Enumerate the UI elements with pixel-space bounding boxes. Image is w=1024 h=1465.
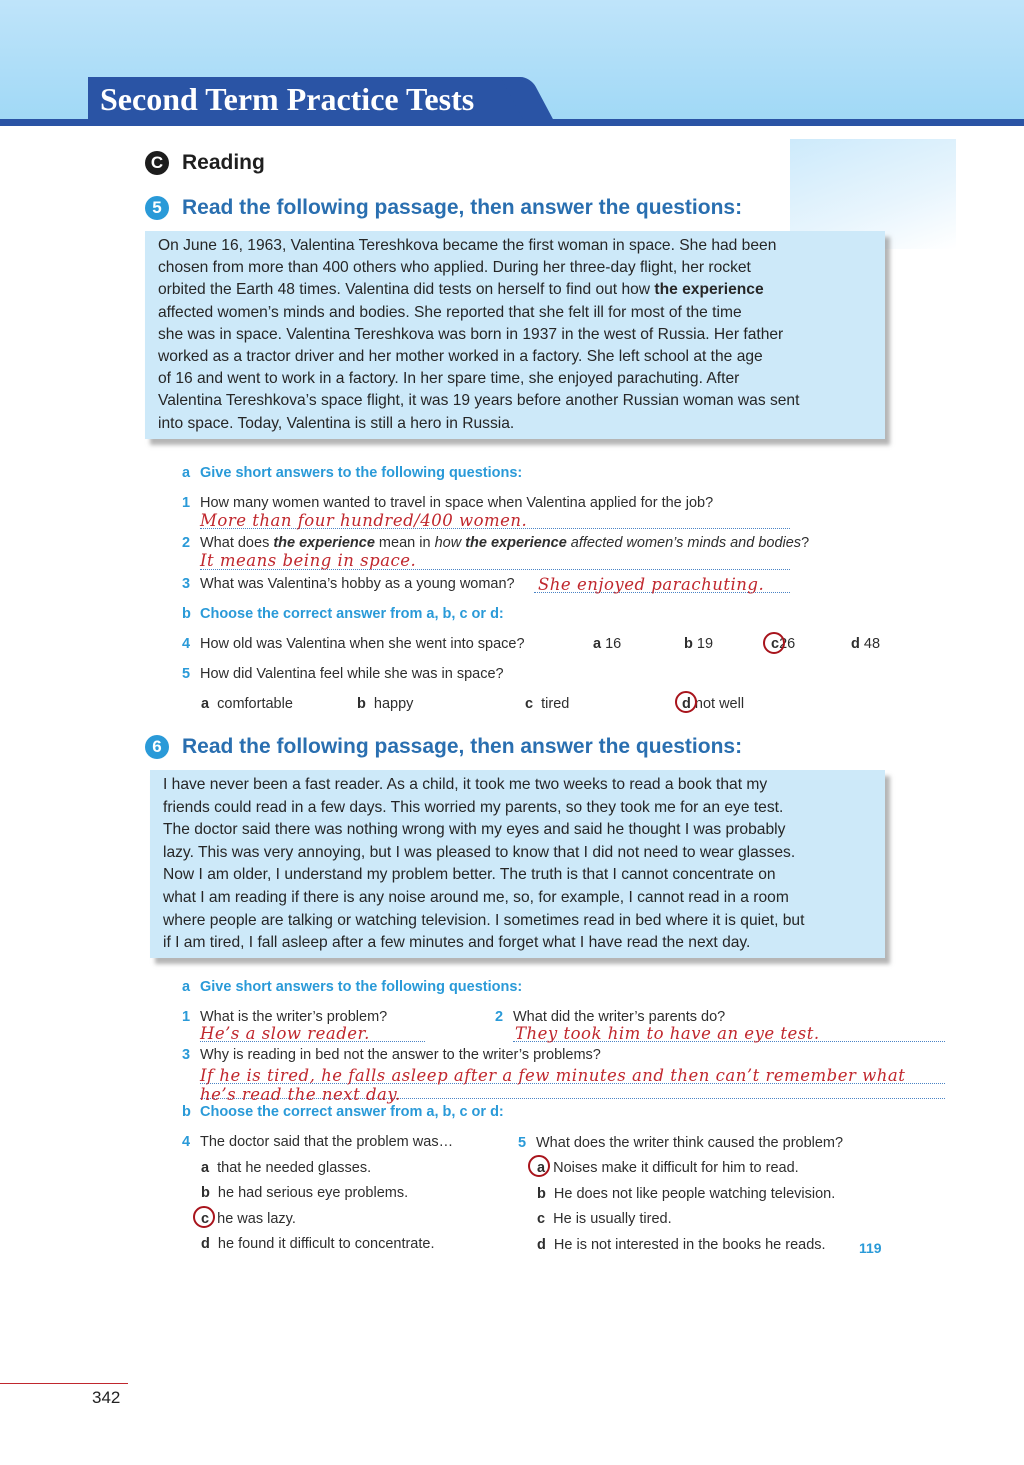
question-text: What did the writer’s parents do? — [513, 1009, 726, 1025]
task-6-badge: 6 — [145, 735, 169, 759]
passage-line: of 16 and went to work in a factory. In her spare time, she enjoyed parachuting. After — [158, 370, 740, 388]
section-badge: C — [145, 151, 169, 175]
circled-answer-mark — [763, 632, 785, 654]
question-number: 3 — [182, 576, 191, 592]
passage-line — [158, 279, 875, 301]
question-text: How old was Valentina when she went into space? — [200, 636, 525, 652]
option-text: comfortable — [217, 696, 293, 712]
part-b-heading — [182, 606, 504, 622]
option-text: not well — [694, 696, 745, 712]
question-2 — [182, 535, 809, 551]
task-5-badge: 5 — [145, 196, 169, 220]
option-b[interactable] — [201, 1185, 408, 1201]
question-number: 3 — [182, 1047, 191, 1063]
passage-1 — [145, 231, 885, 439]
question-italic: affected women’s minds and bodies — [566, 535, 802, 551]
passage-line: On June 16, 1963, Valentina Tereshkova became the first woman in space. She had been — [158, 237, 777, 254]
question-number: 1 — [182, 495, 191, 511]
handwritten-answer: They took him to have an eye test. — [515, 1024, 820, 1043]
title-rule — [0, 119, 1024, 126]
handwritten-answer: It means being in space. — [200, 551, 417, 570]
passage-line: into space. Today, Valentina is still a hero in Russia. — [158, 414, 515, 432]
question-4 — [182, 636, 525, 652]
question-text: What was Valentina’s hobby as a young woman? — [200, 576, 515, 592]
passage-2 — [150, 770, 885, 958]
passage-line: she was in space. Valentina Tereshkova was born in 1937 in the west of Russia. Her father — [158, 325, 784, 343]
handwritten-answer: If he is tired, he falls asleep after a few minutes and then can’t remember what — [200, 1066, 906, 1085]
page-title: Second Term Practice Tests — [100, 81, 475, 117]
part-title: Give short answers to the following questions: — [200, 979, 523, 995]
option-a[interactable] — [201, 1160, 371, 1176]
question-number: 1 — [182, 1009, 191, 1025]
question-text: What is the writer’s problem? — [200, 1009, 388, 1025]
question-number: 5 — [182, 666, 191, 682]
option-letter: c — [537, 1211, 546, 1227]
question-number: 2 — [495, 1009, 504, 1025]
question-italic: how — [434, 535, 466, 551]
option-text: he found it difficult to concentrate. — [217, 1236, 435, 1252]
part-letter: b — [182, 1104, 191, 1120]
question-text: The doctor said that the problem was… — [200, 1134, 454, 1150]
passage-line: Now I am older, I understand my problem better. The truth is that I cannot concentrate on — [163, 866, 776, 884]
option-text: he had serious eye problems. — [217, 1185, 409, 1201]
circled-answer-mark — [193, 1206, 215, 1228]
passage-line: lazy. This was very annoying, but I was pleased to know that I did not need to wear glasses. — [163, 843, 796, 861]
passage-line: what I am reading if there is any noise around me, so, for example, I cannot read in a room — [163, 888, 789, 906]
option-text: 16 — [605, 636, 622, 652]
option-a[interactable] — [201, 696, 293, 712]
passage-line: friends could read in a few days. This worried my parents, so they took me for an eye test. — [163, 798, 784, 816]
section-title: Reading — [182, 151, 265, 174]
option-a[interactable] — [537, 1160, 799, 1176]
part-title: Choose the correct answer from a, b, c or d: — [200, 1104, 504, 1120]
part-a-heading — [182, 979, 522, 995]
option-text: he was lazy. — [217, 1211, 296, 1227]
handwritten-answer: He’s a slow reader. — [200, 1024, 370, 1043]
option-c[interactable] — [201, 1211, 296, 1227]
task-6-title: Read the following passage, then answer the questions: — [182, 735, 743, 758]
passage-line: The doctor said there was nothing wrong with my eyes and said he thought I was probably — [163, 821, 786, 839]
question-text: What does the writer think caused the problem? — [536, 1135, 844, 1151]
question-1 — [182, 1009, 387, 1025]
option-letter: a — [201, 696, 210, 712]
task-5-title: Read the following passage, then answer the questions: — [182, 196, 743, 219]
option-letter: b — [357, 696, 366, 712]
question-bold-phrase: the experience — [465, 535, 567, 551]
question-text: Why is reading in bed not the answer to the writer’s problems? — [200, 1047, 601, 1063]
option-b[interactable] — [684, 636, 713, 652]
question-number: 4 — [182, 636, 191, 652]
part-title: Give short answers to the following questions: — [200, 465, 523, 481]
option-letter: a — [537, 1160, 546, 1176]
passage-line: I have never been a fast reader. As a child, it took me two weeks to read a book that my — [163, 776, 768, 793]
question-1 — [182, 495, 713, 511]
page-number: 342 — [92, 1388, 121, 1407]
footer-rule — [0, 1383, 128, 1384]
part-a-heading — [182, 465, 522, 481]
inner-page-number: 119 — [859, 1240, 882, 1256]
passage-text: orbited the Earth 48 times. Valentina did tests on herself to find out how — [158, 281, 655, 299]
passage-line: worked as a tractor driver and her mother worked in a factory. She left school at the age — [158, 348, 763, 366]
question-number: 4 — [182, 1134, 191, 1150]
question-number: 5 — [518, 1135, 527, 1151]
question-text: ? — [801, 535, 810, 551]
question-5 — [518, 1135, 843, 1151]
question-number: 2 — [182, 535, 191, 551]
option-c[interactable] — [525, 696, 569, 712]
option-a[interactable] — [593, 636, 621, 652]
option-text: 26 — [779, 636, 796, 652]
handwritten-answer: She enjoyed parachuting. — [538, 575, 765, 594]
option-d[interactable] — [537, 1237, 826, 1253]
circled-answer-mark — [528, 1155, 550, 1177]
question-4 — [182, 1134, 453, 1150]
option-letter: c — [525, 696, 534, 712]
question-5 — [182, 666, 504, 682]
option-letter: d — [851, 636, 860, 652]
option-letter: c — [771, 636, 780, 652]
option-text: He does not like people watching television. — [553, 1186, 836, 1202]
question-bold-phrase: the experience — [273, 535, 375, 551]
option-c[interactable] — [537, 1211, 672, 1227]
option-text: He is usually tired. — [553, 1211, 672, 1227]
passage-line: Valentina Tereshkova’s space flight, it was 19 years before another Russian woman was sent — [158, 392, 800, 410]
option-letter: a — [201, 1160, 210, 1176]
question-3 — [182, 576, 515, 592]
option-letter: a — [593, 636, 602, 652]
passage-line: affected women’s minds and bodies. She reported that she felt ill for most of the time — [158, 303, 742, 321]
question-text: mean in — [374, 535, 435, 551]
part-letter: a — [182, 465, 191, 481]
option-text: He is not interested in the books he reads. — [553, 1237, 826, 1253]
option-letter: b — [201, 1185, 210, 1201]
question-text: What does — [200, 535, 274, 551]
passage-line: chosen from more than 400 others who applied. During her three-day flight, her rocket — [158, 259, 751, 277]
option-text: tired — [541, 696, 570, 712]
option-letter: d — [537, 1237, 546, 1253]
option-d[interactable] — [851, 636, 880, 652]
option-letter: d — [201, 1236, 210, 1252]
passage-line: where people are talking or watching television. I sometimes read in bed where it is quiet, but — [163, 911, 805, 929]
option-text: Noises make it difficult for him to read. — [553, 1160, 799, 1176]
question-text: How did Valentina feel while she was in space? — [200, 666, 504, 682]
option-b[interactable] — [357, 696, 413, 712]
part-b-heading — [182, 1104, 504, 1120]
question-3 — [182, 1047, 601, 1063]
part-letter: b — [182, 606, 191, 622]
option-text: 19 — [696, 636, 714, 652]
option-text: that he needed glasses. — [217, 1160, 372, 1176]
option-text: 48 — [863, 636, 881, 652]
option-letter: c — [201, 1211, 210, 1227]
passage-line: if I am tired, I fall asleep after a few minutes and forget what I have read the next day. — [163, 934, 751, 952]
part-title: Choose the correct answer from a, b, c or d: — [200, 606, 504, 622]
option-letter: d — [682, 696, 691, 712]
question-text: How many women wanted to travel in space when Valentina applied for the job? — [200, 495, 714, 511]
option-d[interactable] — [201, 1236, 435, 1252]
question-2 — [495, 1009, 725, 1025]
option-letter: b — [537, 1186, 546, 1202]
part-letter: a — [182, 979, 191, 995]
option-b[interactable] — [537, 1186, 835, 1202]
circled-answer-mark — [675, 691, 697, 713]
passage-bold-phrase: the experience — [654, 281, 764, 299]
handwritten-answer: More than four hundred/400 women. — [200, 511, 528, 530]
option-letter: b — [684, 636, 693, 652]
handwritten-answer: he’s read the next day. — [200, 1085, 401, 1104]
option-text: happy — [373, 696, 414, 712]
